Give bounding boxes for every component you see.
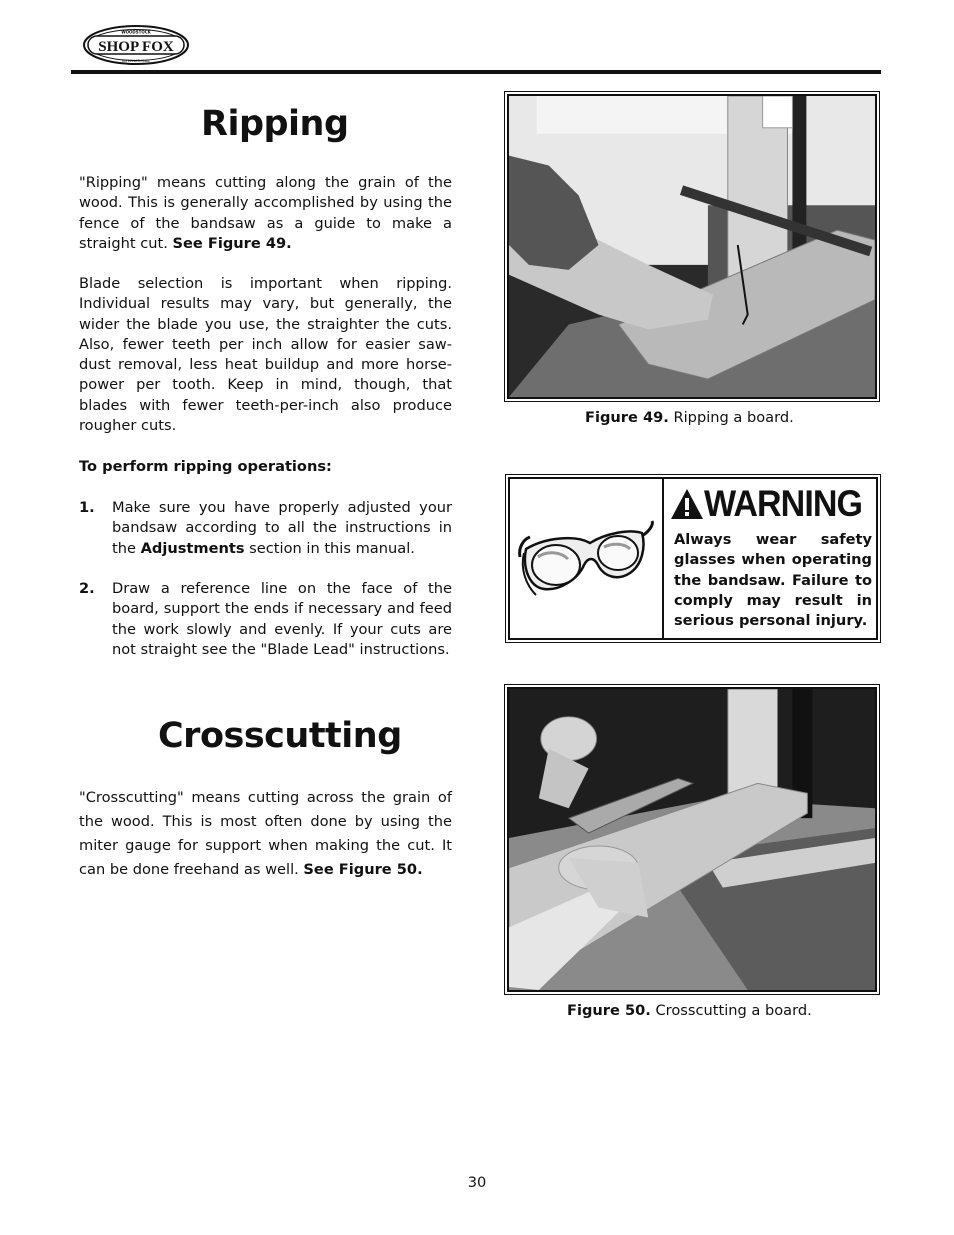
figure-50-photo bbox=[509, 689, 875, 990]
adjustments-reference: Adjustments bbox=[140, 539, 245, 557]
procedure-heading: To perform ripping operations: bbox=[79, 458, 332, 475]
header-rule bbox=[71, 70, 881, 74]
crosscutting-p1-text: "Crosscutting" means cutting across the grain of the wood. This is most often done by using the miter gauge for support when making the cut. It can be done freehand as well. bbox=[79, 789, 452, 878]
page-number: 30 bbox=[467, 1174, 487, 1191]
figure-49-caption-text: Ripping a board. bbox=[673, 409, 794, 426]
figure-50-caption-text: Crosscutting a board. bbox=[655, 1002, 812, 1019]
step-2 bbox=[79, 579, 452, 660]
figure-49-frame bbox=[504, 91, 880, 402]
ripping-title: Ripping bbox=[201, 104, 349, 144]
warning-heading bbox=[670, 483, 876, 525]
ripping-paragraph-1 bbox=[79, 173, 452, 254]
warning-triangle-icon bbox=[670, 488, 704, 520]
crosscutting-title: Crosscutting bbox=[158, 716, 402, 756]
warning-divider bbox=[662, 479, 664, 638]
step-text: Draw a reference line on the face of the board, support the ends if necessary and feed the work slowly and evenly. If your cuts are not straight see the "Blade Lead" instructions. bbox=[112, 580, 452, 658]
step-1 bbox=[79, 498, 452, 559]
figure-49-photo bbox=[509, 96, 875, 397]
figure-50-frame bbox=[504, 684, 880, 995]
ripping-p1-text: "Ripping" means cutting along the grain of the wood. This is generally accomplished by using the fence of the bandsaw as a guide to make a straight cut. bbox=[79, 174, 452, 252]
logo-arc-top: WOODSTOCK bbox=[121, 29, 151, 35]
figure-49-reference: See Figure 49. bbox=[172, 234, 292, 252]
logo-arc-bottom: INTERNATIONAL bbox=[121, 59, 151, 63]
logo-text: SHOP FOX bbox=[98, 39, 174, 55]
warning-word: WARNING bbox=[704, 483, 863, 524]
figure-50-label: Figure 50. bbox=[567, 1002, 651, 1019]
step-number: 2. bbox=[79, 580, 95, 597]
safety-glasses-icon bbox=[516, 517, 656, 607]
step-number: 1. bbox=[79, 499, 95, 516]
figure-49-caption bbox=[585, 409, 794, 426]
warning-box bbox=[505, 474, 881, 643]
crosscutting-paragraph bbox=[79, 786, 452, 882]
figure-50-caption bbox=[567, 1002, 812, 1019]
warning-text: Always wear safety glasses when operating the bandsaw. Failure to comply may result in serious personal injury. bbox=[674, 531, 872, 630]
shop-fox-logo bbox=[82, 24, 190, 66]
figure-50-reference: See Figure 50. bbox=[303, 861, 423, 878]
figure-49-label: Figure 49. bbox=[585, 409, 669, 426]
ripping-paragraph-2: Blade selection is important when ripping. Individual results may vary, but generally, the wider the blade you use, the straighter the cuts. Also, fewer teeth per inch allow for easier saw-dust removal, less heat buildup and more horse-power per tooth. Keep in mind, though, that blades with fewer teeth-per-inch also produce rougher cuts. bbox=[79, 275, 452, 435]
step-text: Make sure you have properly adjusted your bandsaw according to all the instructions in the Adjustments section in this manual. bbox=[112, 499, 452, 557]
